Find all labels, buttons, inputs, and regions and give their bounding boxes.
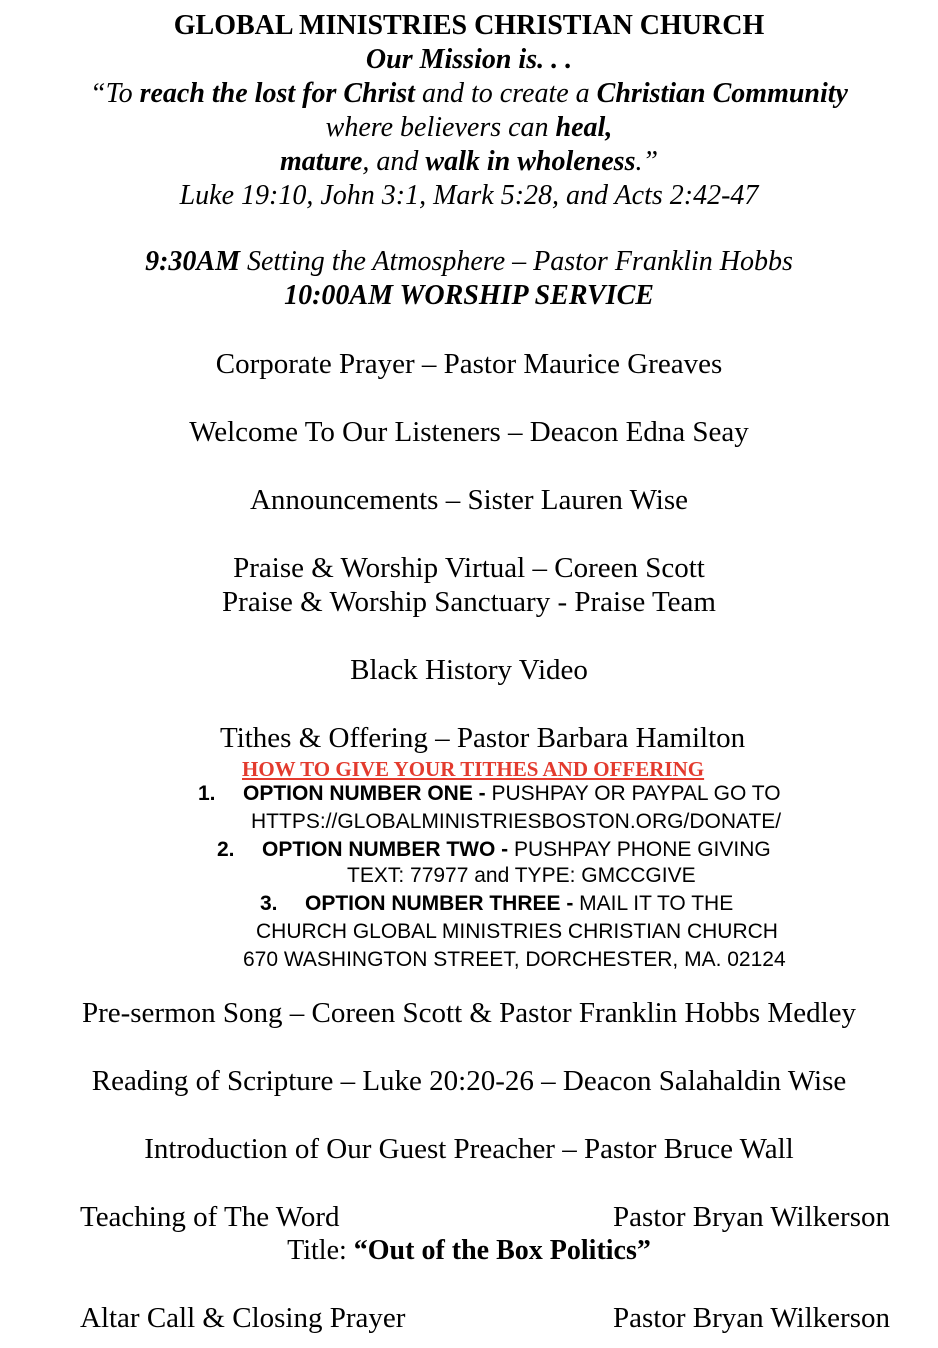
giving-option-3	[260, 891, 733, 917]
mission-statement-line2	[0, 111, 938, 145]
mission-text: “To	[90, 78, 140, 109]
closing-label: Altar Call & Closing Prayer	[80, 1302, 406, 1334]
pre-service-line	[0, 245, 938, 279]
program-item-scripture-reading: Reading of Scripture – Luke 20:20-26 – Deacon Salahaldin Wise	[91, 1065, 847, 1097]
pre-service-time: 9:30AM	[145, 246, 240, 277]
mission-emphasis: walk in wholeness	[425, 146, 636, 177]
church-name: GLOBAL MINISTRIES CHRISTIAN CHURCH	[173, 10, 765, 41]
teaching-label: Teaching of The Word	[80, 1201, 340, 1233]
scripture-references: Luke 19:10, John 3:1, Mark 5:28, and Acts 2:42-47	[179, 180, 759, 211]
sermon-title: “Out of the Box Politics”	[346, 1235, 651, 1266]
option-text: PUSHPAY PHONE GIVING	[508, 838, 771, 861]
program-item-praise-virtual: Praise & Worship Virtual – Coreen Scott	[233, 552, 705, 584]
option-number: 2.	[217, 838, 235, 861]
option-text: PUSHPAY OR PAYPAL GO TO	[485, 782, 781, 805]
program-item-praise-sanctuary: Praise & Worship Sanctuary - Praise Team	[222, 586, 716, 618]
giving-heading: HOW TO GIVE YOUR TITHES AND OFFERING	[242, 757, 705, 781]
program-item-corporate-prayer: Corporate Prayer – Pastor Maurice Greaves	[215, 348, 723, 380]
mission-emphasis: reach the lost for Christ	[139, 78, 415, 109]
service-title: 10:00AM WORSHIP SERVICE	[284, 280, 654, 311]
giving-option-3-address: 670 WASHINGTON STREET, DORCHESTER, MA. 02124	[243, 948, 786, 971]
option-number: 1.	[198, 782, 216, 805]
mission-statement-line1	[0, 77, 938, 111]
teaching-speaker: Pastor Bryan Wilkerson	[613, 1201, 890, 1233]
giving-option-1	[198, 781, 781, 807]
mission-text: .”	[635, 146, 659, 177]
mission-text: , and	[362, 146, 426, 177]
option-label: OPTION NUMBER TWO -	[262, 838, 509, 861]
mission-emphasis: heal,	[555, 112, 613, 143]
option-label: OPTION NUMBER ONE -	[243, 782, 486, 805]
option-label: OPTION NUMBER THREE -	[305, 892, 574, 915]
giving-option-2	[217, 837, 771, 863]
program-item-presermon-song: Pre-sermon Song – Coreen Scott & Pastor Franklin Hobbs Medley	[81, 997, 857, 1029]
giving-option-3-line2: CHURCH GLOBAL MINISTRIES CHRISTIAN CHURCH	[256, 920, 778, 943]
mission-emphasis: mature	[279, 146, 363, 177]
mission-statement-line3	[0, 145, 938, 179]
giving-option-1-link[interactable]: HTTPS://GLOBALMINISTRIESBOSTON.ORG/DONATE/	[251, 810, 782, 833]
sermon-title-label: Title:	[287, 1235, 347, 1266]
sermon-title-line	[0, 1234, 938, 1268]
option-text: MAIL IT TO THE	[573, 892, 734, 915]
mission-text: where believers can	[325, 112, 556, 143]
pre-service-text: Setting the Atmosphere – Pastor Franklin Hobbs	[239, 246, 793, 277]
mission-text: and to create a	[414, 78, 597, 109]
closing-speaker: Pastor Bryan Wilkerson	[613, 1302, 890, 1334]
program-item-welcome: Welcome To Our Listeners – Deacon Edna Seay	[189, 416, 749, 448]
option-number: 3.	[260, 892, 278, 915]
giving-option-2-text: TEXT: 77977 and TYPE: GMCCGIVE	[347, 864, 696, 887]
program-item-tithes: Tithes & Offering – Pastor Barbara Hamilton	[220, 722, 746, 754]
program-item-announcements: Announcements – Sister Lauren Wise	[249, 484, 689, 516]
mission-emphasis: Christian Community	[596, 78, 848, 109]
program-item-guest-preacher: Introduction of Our Guest Preacher – Pastor Bruce Wall	[144, 1133, 794, 1165]
mission-heading: Our Mission is. . .	[365, 44, 573, 75]
program-item-black-history-video: Black History Video	[350, 654, 588, 686]
